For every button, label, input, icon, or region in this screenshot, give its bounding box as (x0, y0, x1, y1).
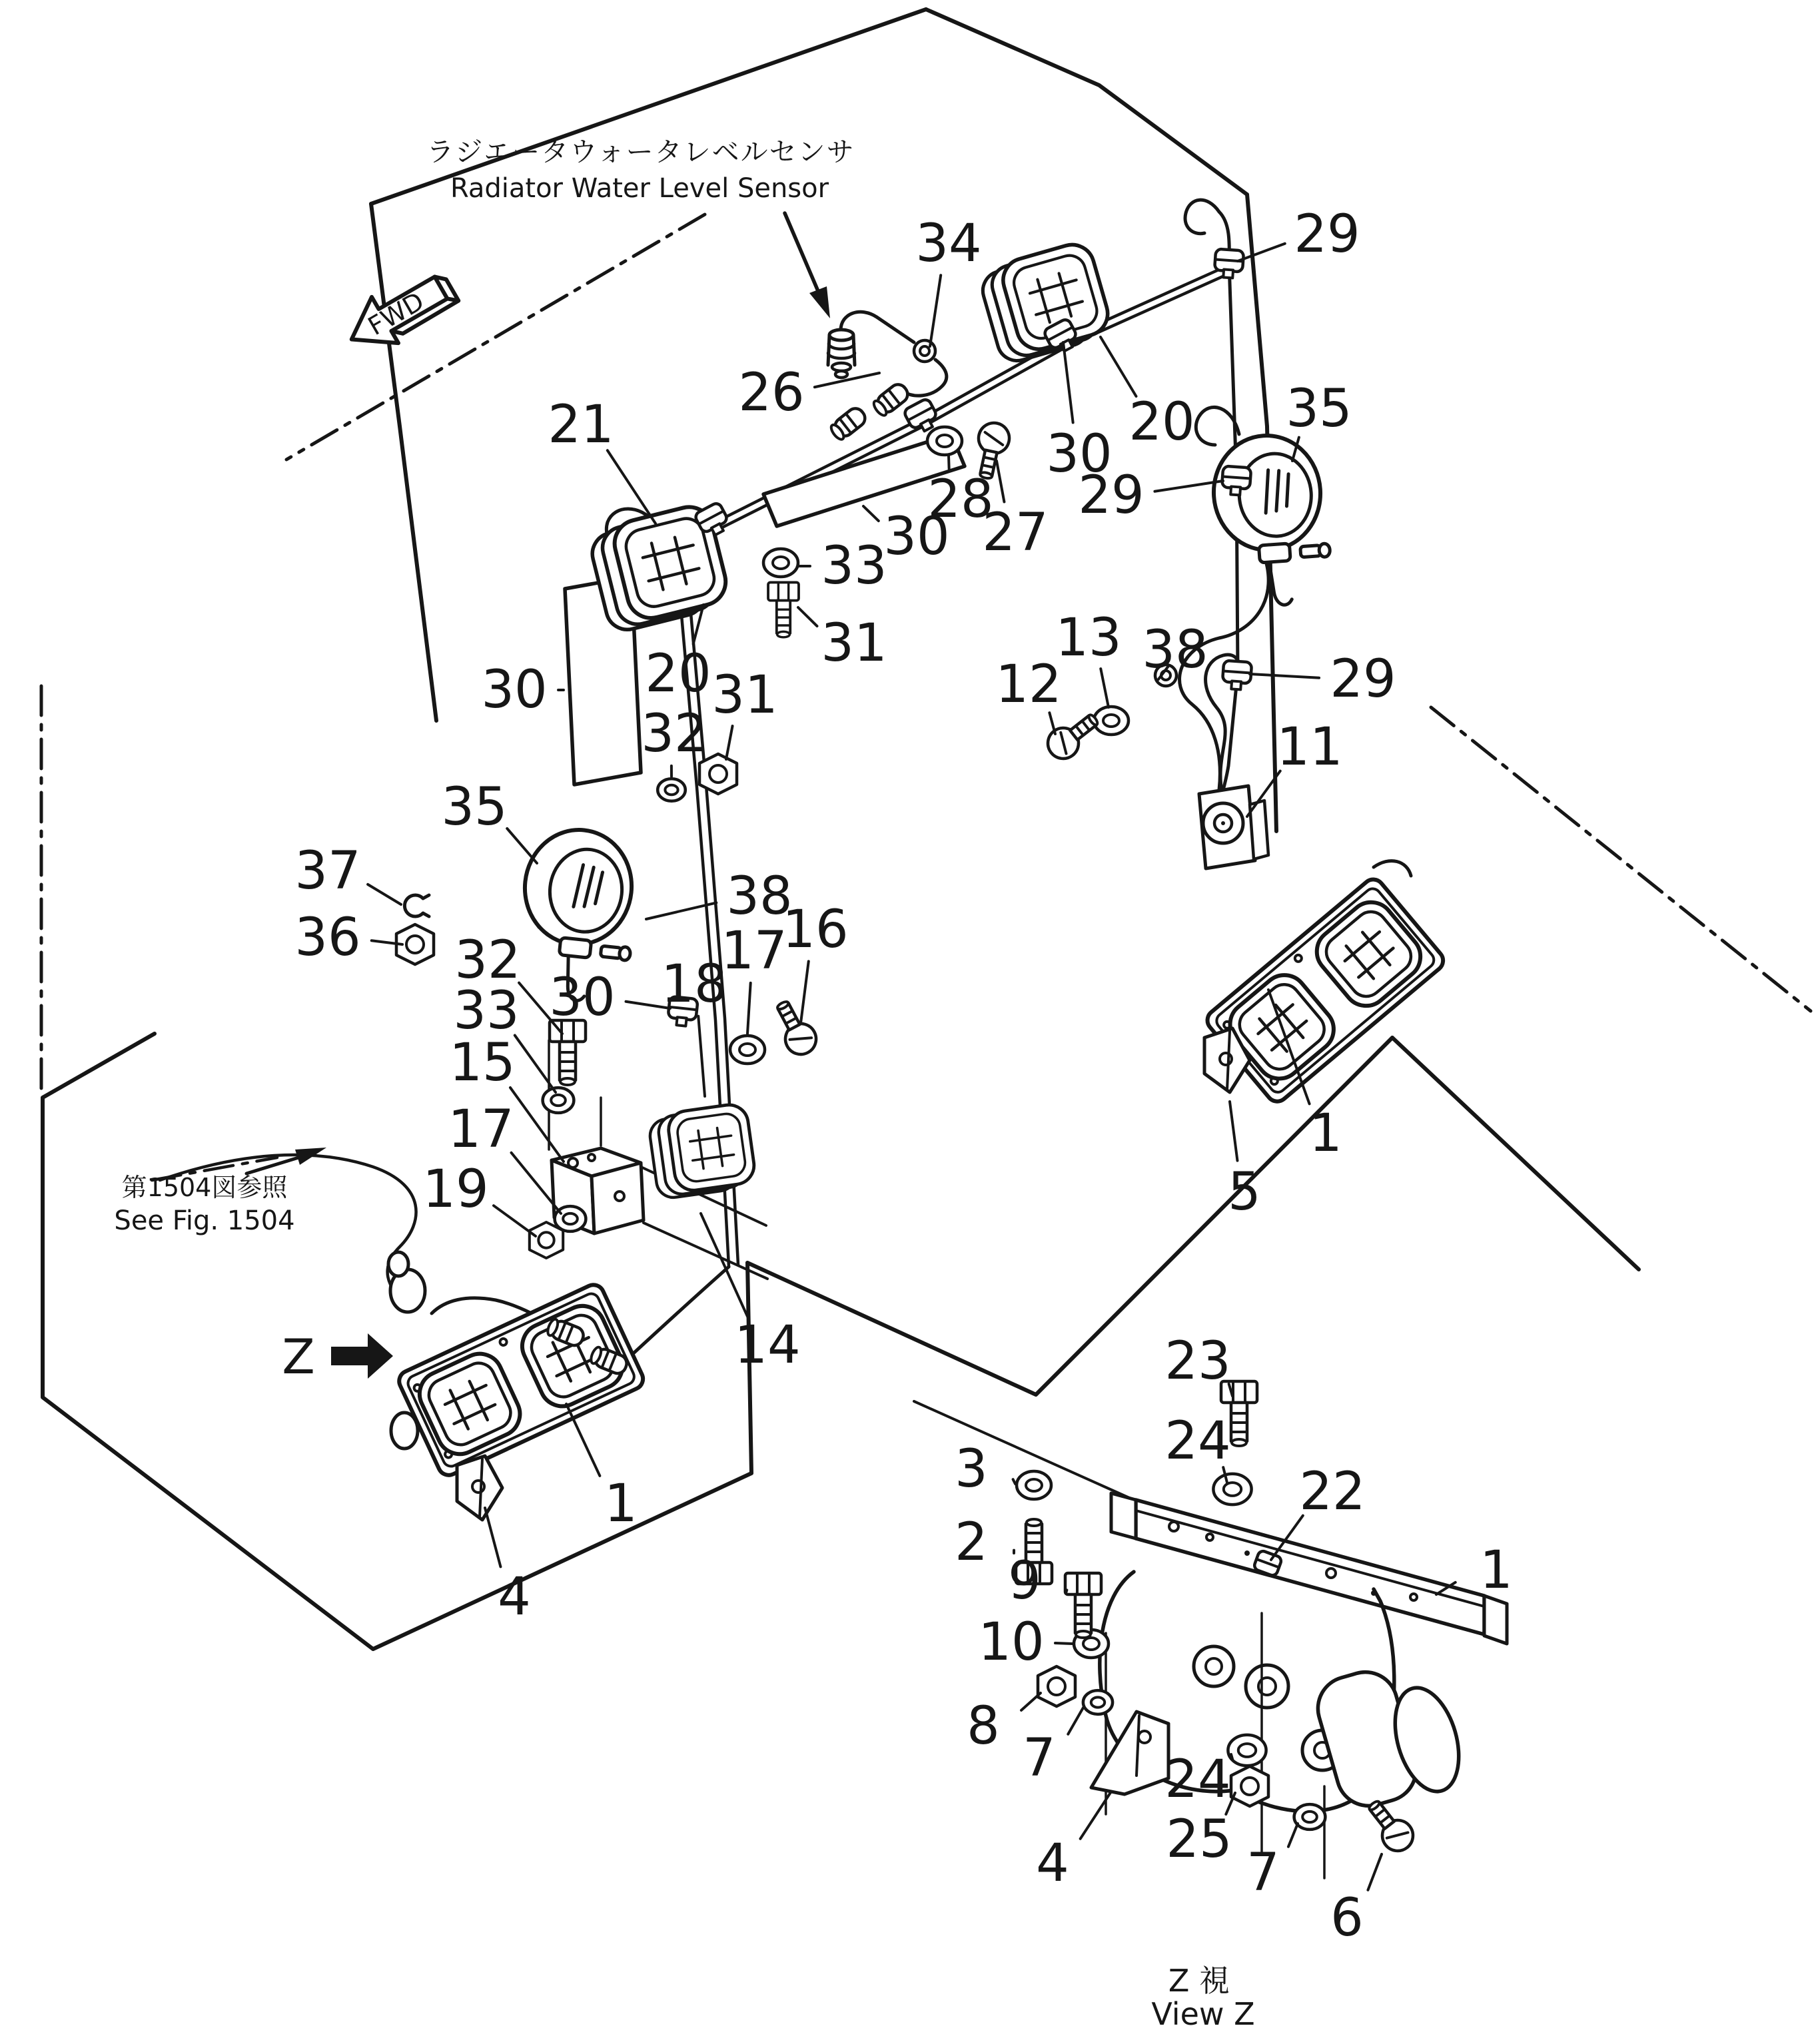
washer-part-stroke (1026, 1479, 1042, 1491)
washer-part-stroke (739, 1044, 755, 1056)
callout-label: 11 (1276, 717, 1343, 777)
callout-1 (566, 1404, 638, 1534)
callout-38 (646, 866, 793, 926)
callout-24 (1164, 1750, 1232, 1810)
callout-label: 6 (1330, 1888, 1364, 1948)
callout-29 (1078, 466, 1223, 525)
see-fig-reference (114, 1148, 326, 1236)
callout-leader (1250, 674, 1319, 678)
washer-part (1094, 707, 1129, 735)
machine-outline-stroke (926, 9, 1247, 194)
washer-part (543, 1088, 574, 1113)
callout-label: 4 (498, 1567, 531, 1627)
callout-label: 25 (1166, 1810, 1232, 1870)
callout-label: 4 (1036, 1834, 1069, 1893)
callout-9 (1008, 1551, 1067, 1611)
nut-part (530, 1222, 563, 1258)
washer-part-stroke (1083, 1638, 1099, 1650)
callout-35 (441, 777, 537, 863)
fwd-label: FWD (363, 286, 429, 342)
callout-6 (1330, 1854, 1382, 1948)
callout-label: 30 (481, 660, 548, 720)
callout-label: 1 (604, 1474, 638, 1534)
bolt-part-stroke-stroke (768, 582, 799, 600)
callout-label: 10 (978, 1612, 1045, 1672)
callout-leader (863, 506, 879, 521)
washer-part (658, 779, 685, 801)
work-lamp-front-left-stroke (391, 1413, 418, 1449)
callout-30 (481, 660, 564, 720)
rear-lamp-top-right-stroke (977, 240, 1115, 366)
callout-label: 14 (734, 1315, 801, 1375)
callout-5 (1228, 1102, 1261, 1222)
callout-30 (1046, 342, 1112, 484)
sensor-caption-jp: ラジエータウォータレベルセンサ (426, 136, 855, 168)
radiator-water-level-sensor-stroke (829, 330, 853, 340)
callout-leader (1231, 1754, 1233, 1760)
washer-part (927, 427, 962, 455)
sensor-pointer-arrow-stroke (809, 286, 830, 318)
callout-leader (1055, 1643, 1073, 1644)
callout-35 (1286, 379, 1352, 461)
callout-leader (1068, 1708, 1083, 1734)
callout-label: 22 (1299, 1462, 1366, 1522)
washer-part-stroke (1224, 1483, 1241, 1496)
callout-label: 29 (1078, 466, 1144, 525)
callout-label: 17 (448, 1100, 514, 1160)
washer-part (1083, 1690, 1113, 1714)
callout-leader (726, 726, 733, 759)
bolt-part-stroke-stroke (1076, 1631, 1091, 1638)
callout-leader (485, 1508, 500, 1566)
callout-32 (641, 704, 707, 777)
sensor-caption-en: Radiator Water Level Sensor (450, 173, 829, 204)
cclip-part-stroke (404, 895, 429, 916)
z-pointer (282, 1329, 393, 1385)
washer-part-stroke (1302, 1812, 1317, 1822)
callout-label: 34 (915, 214, 982, 274)
view-z-detail-stroke (1194, 1646, 1234, 1686)
callout-label: 19 (422, 1160, 489, 1219)
washer-part-stroke (1103, 715, 1119, 727)
callout-36 (294, 908, 402, 968)
callout-label: 37 (294, 841, 361, 901)
callout-2 (955, 1513, 1014, 1572)
washer-part-stroke (551, 1095, 566, 1106)
callout-label: 16 (782, 900, 849, 960)
washer-part (763, 549, 798, 577)
washer-part-stroke (1238, 1744, 1256, 1757)
callout-leader (1063, 342, 1073, 422)
callout-label: 17 (721, 921, 787, 981)
callout-label: 8 (967, 1696, 1000, 1756)
z-arrow-icon (331, 1333, 393, 1379)
callout-label: 24 (1164, 1411, 1231, 1471)
callout-label: 35 (1286, 379, 1352, 439)
bracket-part (457, 1456, 502, 1520)
callout-leader (997, 461, 1004, 502)
view-z-detail (914, 1401, 1507, 2032)
view-z-detail-stroke (1484, 1596, 1507, 1644)
callout-label: 7 (1246, 1843, 1280, 1903)
callout-38 (1142, 620, 1208, 680)
callout-31 (711, 665, 777, 759)
callout-29 (1238, 204, 1360, 264)
callout-label: 29 (1294, 204, 1360, 264)
see-fig-jp: 第1504図参照 (121, 1173, 288, 1202)
callout-31 (798, 607, 887, 673)
z-pointer-label: Z (282, 1329, 315, 1385)
view-z-detail-stroke (1244, 1550, 1250, 1556)
callout-leader (1101, 337, 1136, 396)
callout-label: 30 (1046, 424, 1113, 484)
nut-part (1038, 1666, 1075, 1706)
bolt-part (768, 582, 799, 637)
callout-leader (798, 607, 817, 626)
callout-label: 7 (1023, 1728, 1056, 1788)
callout-label: 31 (711, 665, 778, 725)
callout-leader (698, 1016, 705, 1096)
callout-3 (955, 1439, 1015, 1499)
bolt-part-stroke-stroke (1027, 1519, 1041, 1526)
work-lamp-front-right-stroke (1374, 861, 1411, 876)
callout-label: 1 (1480, 1540, 1513, 1600)
sensor-pointer-arrow (785, 213, 830, 318)
callout-16 (782, 900, 848, 1023)
callout-label: 12 (995, 655, 1062, 715)
bolt-part-stroke (550, 1020, 586, 1085)
callout-label: 3 (955, 1439, 988, 1499)
callout-label: 32 (454, 930, 521, 990)
callout-label: 21 (548, 395, 614, 455)
machine-outline-stroke (1392, 1038, 1639, 1269)
radiator-water-level-sensor-stroke (903, 360, 947, 396)
mount-bracket-15-stroke (592, 1163, 644, 1233)
flasher-unit-stroke (1221, 821, 1225, 825)
callout-label: 26 (738, 363, 805, 423)
view-z-jp: Z 視 (1168, 1963, 1230, 1999)
nut-part-stroke (709, 765, 727, 783)
radiator-water-level-sensor-stroke (835, 371, 847, 378)
callout-label: 32 (641, 704, 707, 764)
see-fig-en: See Fig. 1504 (114, 1205, 295, 1236)
callout-24 (1164, 1411, 1230, 1483)
barrel-part (829, 405, 869, 442)
callout-label: 9 (1008, 1551, 1041, 1611)
callout-label: 2 (955, 1513, 988, 1572)
washer-part-stroke (773, 557, 789, 569)
bolt-part (550, 1020, 586, 1085)
machine-outline-stroke (286, 214, 705, 460)
callout-13 (1055, 608, 1121, 707)
callout-label: 20 (1129, 392, 1195, 452)
callout-4 (485, 1508, 531, 1627)
machine-outline-stroke (1431, 707, 1811, 1011)
bolt-part-stroke (768, 582, 799, 637)
callout-10 (978, 1612, 1073, 1672)
callout-label: 31 (821, 613, 887, 673)
nut-part-stroke (538, 1232, 554, 1247)
callout-leader (1230, 1102, 1237, 1161)
view-z-detail-stroke (1136, 1511, 1484, 1606)
callout-leader (801, 961, 809, 1023)
callout-label: 1 (1309, 1104, 1342, 1164)
callout-leader (1101, 669, 1109, 707)
bolt-part-stroke-stroke (1065, 1573, 1101, 1594)
callout-14 (701, 1213, 801, 1375)
bolt-part-stroke (1065, 1573, 1101, 1638)
callout-label: 30 (549, 968, 616, 1028)
callout-label: 13 (1055, 608, 1122, 668)
grommet-part (914, 340, 935, 362)
callout-7 (1246, 1824, 1298, 1903)
callout-leader (507, 829, 537, 863)
callout-7 (1023, 1708, 1083, 1788)
clip-part-stroke (1230, 486, 1240, 495)
callout-leader (1368, 1854, 1382, 1890)
callout-34 (915, 214, 981, 346)
bolt-part-stroke-stroke (1232, 1439, 1246, 1446)
bolt-part-stroke-stroke (777, 631, 790, 637)
washer-part (1294, 1804, 1326, 1830)
callout-label: 33 (821, 536, 887, 596)
callout-label: 18 (661, 954, 727, 1014)
screw-part (768, 996, 821, 1060)
clip-part (1214, 249, 1244, 279)
rear-lamp-top-right (977, 240, 1115, 366)
grommet-part-stroke (920, 346, 929, 356)
bracket-4-viewz-stroke (1091, 1712, 1168, 1794)
bracket-4-viewz (1091, 1712, 1168, 1794)
callout-label: 38 (1142, 620, 1208, 680)
callout-label: 29 (1330, 649, 1396, 709)
washer-part (1213, 1474, 1251, 1505)
callout-label: 30 (883, 507, 950, 567)
callout-23 (1164, 1331, 1232, 1396)
callout-label: 28 (927, 470, 994, 529)
callout-leader (1013, 1479, 1015, 1484)
wiring-harness-stroke (1185, 200, 1219, 234)
callout-21 (548, 395, 656, 523)
clip-part-stroke (1231, 681, 1241, 689)
bolt-part (1065, 1573, 1101, 1638)
view-z-en: View Z (1151, 1996, 1255, 2032)
nut-part-stroke (1241, 1778, 1258, 1795)
horn-right-stroke (1210, 432, 1333, 609)
callout-4 (1036, 1792, 1111, 1893)
view-z-detail-stroke (1111, 1493, 1136, 1538)
washer-part (1017, 1471, 1051, 1499)
radiator-water-level-sensor-stroke (828, 344, 855, 358)
nut-part (1231, 1766, 1268, 1806)
callout-leader (1238, 244, 1285, 261)
callout-leader (701, 1213, 747, 1317)
callout-33 (799, 536, 887, 596)
callout-label: 24 (1164, 1750, 1231, 1810)
washer-part (730, 1036, 765, 1064)
washer-part-stroke (1091, 1697, 1105, 1707)
sensor-caption (426, 136, 855, 204)
callout-leader (368, 884, 401, 904)
callout-label: 35 (441, 777, 508, 837)
view-z-detail-stroke (1246, 1665, 1288, 1708)
callout-17 (721, 921, 787, 1034)
nut-part-stroke (1048, 1678, 1065, 1695)
lamp-lower-center (647, 1102, 757, 1199)
lamp-lower-center-stroke (647, 1102, 757, 1199)
callout-label: 38 (726, 866, 793, 926)
work-lamp-front-left-stroke (388, 1252, 408, 1276)
clip-part-stroke (676, 1017, 686, 1026)
callout-label: 15 (449, 1033, 516, 1093)
horn-right (1210, 432, 1333, 609)
washer-part-stroke (665, 785, 678, 795)
bolt-part-stroke-stroke (560, 1078, 575, 1085)
callout-19 (422, 1160, 536, 1236)
callout-leader (1021, 1693, 1041, 1710)
callout-label: 36 (294, 908, 361, 968)
callout-label: 5 (1228, 1162, 1261, 1222)
callout-leader (747, 983, 751, 1034)
cclip-part (404, 895, 429, 916)
nut-part-stroke (406, 936, 424, 953)
washer-part-stroke (937, 435, 953, 447)
callout-30 (549, 968, 670, 1028)
clip-part (1222, 661, 1252, 691)
washer-part-stroke (563, 1213, 578, 1224)
callout-label: 27 (982, 503, 1049, 563)
callout-20 (1101, 337, 1195, 452)
callout-leader (494, 1205, 536, 1236)
sensor-pointer-arrow-stroke (785, 213, 818, 291)
callout-leader (1066, 1590, 1067, 1593)
callout-label: 23 (1164, 1331, 1231, 1391)
callout-leader (1288, 1824, 1298, 1847)
callout-label: 20 (645, 644, 711, 704)
callout-label: 33 (453, 981, 520, 1041)
clip-part-stroke (1223, 269, 1233, 278)
callout-37 (294, 841, 401, 904)
callout-leader (930, 275, 941, 346)
fwd-arrow (338, 260, 462, 362)
callout-12 (995, 655, 1061, 734)
